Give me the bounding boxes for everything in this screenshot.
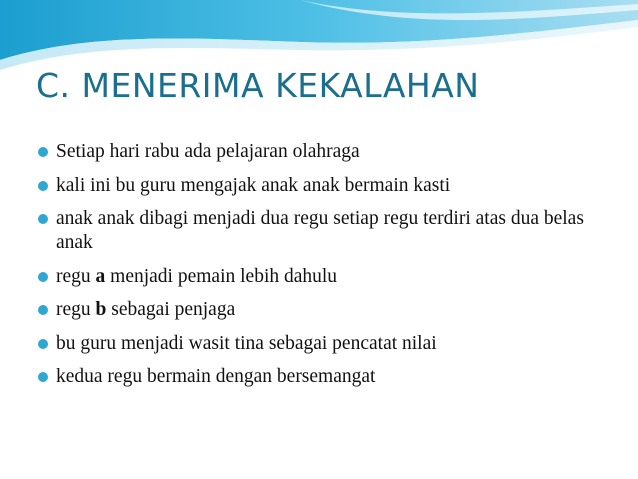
bullet-dot-icon (38, 272, 48, 282)
bullet-item (38, 140, 608, 164)
bullet-text-pre: regu (56, 265, 96, 287)
bullet-dot-icon (38, 372, 48, 382)
bullet-item (38, 174, 608, 198)
bullet-list (38, 140, 608, 399)
bullet-item (38, 332, 608, 356)
bullet-item (38, 365, 608, 389)
bullet-text-pre: regu (56, 299, 96, 320)
bullet-dot-icon (38, 181, 48, 191)
bullet-text: Setiap hari rabu ada pelajaran olahraga (56, 141, 360, 162)
bullet-text: kedua regu bermain dengan bersemangat (56, 366, 376, 387)
bullet-dot-icon (38, 305, 48, 315)
bullet-text-post: sebagai penjaga (106, 299, 236, 320)
bullet-dot-icon (38, 339, 48, 349)
bullet-text: bu guru menjadi wasit tina sebagai pencatat nilai (56, 332, 437, 354)
bullet-text-bold: a (95, 265, 106, 287)
bullet-item (38, 265, 608, 289)
bullet-dot-icon (38, 214, 48, 224)
bullet-text-bold: b (95, 299, 107, 320)
bullet-text: anak anak dibagi menjadi dua regu setiap regu terdiri atas dua belas anak (56, 208, 584, 253)
bullet-dot-icon (38, 147, 48, 157)
bullet-item (38, 298, 608, 322)
bullet-text-post: menjadi pemain lebih dahulu (105, 265, 338, 287)
slide-title: C. MENERIMA KEKALAHAN (36, 66, 480, 105)
bullet-text: kali ini bu guru mengajak anak anak bermain kasti (56, 174, 451, 196)
bullet-item (38, 207, 608, 255)
